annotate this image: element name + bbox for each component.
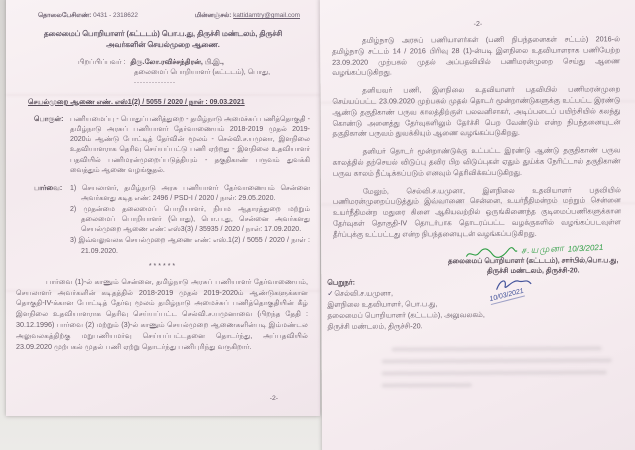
reference-item-1: 1) செயலாளர், தமிழ்நாடு அரசு பணியாளர் தேர்வாணையம் சென்னை அவர்களது கடித எண்: 2496 / PSD-I / 2020 / நாள்: 29.05.2020. [70, 184, 310, 202]
reference-item-3: 3) இவ்வலுவலக செயல்முறை ஆணை எண்: எஸ்.1(2) / 5055 / 2020 / நாள் : 21.09.2020. [70, 237, 310, 255]
paragraph-3: தனியர் தொடர் மூன்றாண்டுக்கு உட்பட்ட இரண்டு ஆண்டு தகுதிகாண் பருவ காலத்தில் தற்செயல் விடுப்பு தவிர பிற விடுப்புகள் ஏதும் துய்க்க நேரிட்டால் தகுதிகாண் பருவ காலம் நீட்டிக்கப்படும் எனவும் தெரிவிக்கப்படுகிறது. [332, 145, 621, 178]
title-line-1: தலைமைப் பொறியாளர் (கட்டடம்) பொ.ப.து, திருச்சி மண்டலம், திருச்சி [43, 29, 283, 38]
recipient-label: பெறுநர்: [327, 277, 356, 287]
signer-role-line-1: தலைமைப் பொறியாளர் (கட்டடம்), சார்பில்,பொ.ப.து, [447, 256, 619, 265]
issuer-role: தலைமைப் பொறியாளர் (கட்டடம்), பொது, [134, 69, 271, 77]
title-line-2: அவர்களின் செயல்முறை ஆணை. [106, 40, 220, 50]
phone-number [38, 12, 138, 20]
subject-text: பணியமைப்பு - பொதுப்பணித்துறை - தமிழ்நாடு அமைச்சுப் பணித்தொகுதி - தமிழ்நாடு அரசுப் பணியாளர் தேர்வாணையம் 2018-2019 முதல் 2019-2020ம் ஆண்டு போட்டித் தேர்வின் மூலம் - செல்வி.ச.யமுனா, இளநிலை உதவியாளராக தெரிவு செய்யப்பட்டு பணி ஏற்றது - இளநிலை உதவியாளர் பதவியில் பணிமரன்முறைப்படுத்தியும் - தகுதிகாண் பருவம் துவக்கி வைத்தும் ஆணை வழங்குதல். [70, 115, 310, 174]
separator-stars: ****** [148, 262, 178, 270]
paragraph-2: தனியவர் பணி, இளநிலை உதவியாளர் பதவியில் பணிமரன்முறை செய்யப்பட்ட 23.09.2020 முற்பகல் முதல் தொடர் மூன்றாண்டுகளுக்கு உட்பட்ட இரண்டு ஆண்டு தகுதிகாண் பருவ காலத்திற்குள் பலவனிசாகர், அடிப்படைப் பயிற்சியில் கலந்து கொண்டு அனைத்து தேர்வுகளிலும் தேர்ச்சி பெற வேண்டும் என்ற நிபந்தனையுடன் தகுதிகாண் பருவம் துவக்கியும் ஆணை வழங்கப்படுகிறது. [332, 84, 621, 139]
document-title [6, 28, 320, 51]
recipient-office: தலைமைப் பொறியாளர் (கட்டடம்), அலுவலகம், [327, 309, 485, 320]
email-address [195, 12, 300, 20]
issuer-label: பிறப்பிப்பவர் : [78, 58, 126, 66]
recipient-name-line [327, 287, 484, 299]
reference-label: பார்வை: [34, 184, 63, 192]
reference-block [34, 184, 310, 258]
signature-area [321, 243, 635, 385]
page-number: -2- [473, 20, 483, 29]
email-label: மின்னஞ்சல்: [194, 12, 232, 19]
footer-page-number: -2- [269, 395, 278, 402]
bleed-through-text [382, 383, 472, 387]
paper-crease [6, 94, 320, 96]
paper-crease [6, 290, 320, 292]
paragraph-4: மேலும், செல்வி.ச.யமுனா, இளநிலை உதவியாளர் பதவியில் பணிமரன்முறைப்படுத்தும் இவ்வாணை சென்னை, உயர்நீதிமன்றம் மற்றும் சென்னை உயர்நீதிமன்ற மதுரை கிளை ஆகியவற்றில் ஒருங்கிணைந்த குடிமைப்பணிகளுக்கான தேர்வுகள் தொகுதி-IV தொடர்பாக தொடரப்பட்ட வழக்குகளில் வழங்கப்படவுள்ள தீர்ப்புக்கு உட்பட்டது என்ற நிபந்தனையுடன் வழங்கப்படுகிறது. [332, 184, 622, 239]
reference-item-2: 2) முதன்மை தலைமைப் பொறியாளர், நியம ஆதாரத்துறை மற்றும் தலைமைப் பொறியாளர் (பொது), பொ.ப.து, சென்னை அவர்களது செயல்முறை ஆணை எண்: எஸ்3(3) / 35935 / 2020 / நாள்: 17.09.2020. [70, 206, 310, 234]
issuer-block [78, 58, 320, 88]
green-signature-name: ச.யமுனா [520, 242, 565, 255]
paragraph-1: தமிழ்நாடு அரசுப் பணியாளர்கள் (பணி நிபந்தனைகள் சட்டம்) 2016-ல் தமிழ்நாடு சட்டம் 14 / 2016 பிரிவு 28 (1)-ன்படி இளநிலை உதவியாளராக பணியேற்ற 23.09.2020 முற்பகல் முதல் அப்பதவியில் பணிமரன்முறை செய்து ஆணை வழங்கப்படுகிறது. [332, 34, 621, 78]
letterhead-contact-row [38, 12, 300, 20]
issuer-name: திரு.லோ.ரவிச்சந்திரன், பி.இ., [130, 58, 224, 66]
subject-block [34, 115, 310, 176]
document-page-1 [6, 0, 320, 416]
phone-value: 0431 - 2318622 [93, 12, 138, 19]
order-number-line: செயல்முறை ஆணை எண். எஸ்1(2) / 5055 / 2020 / நாள் : 09.03.2021 [28, 98, 245, 106]
recipient-block [327, 276, 485, 333]
email-value: kattidamtry@gmail.com [233, 12, 300, 19]
recipient-address: திருச்சி மண்டலம், திருச்சி-20. [327, 321, 423, 331]
recipient-role: இளநிலை உதவியாளர், பொ.ப.து, [327, 299, 438, 309]
document-page-2 [320, 0, 635, 450]
signer-designation [433, 256, 633, 278]
phone-label: தொலைபேசிஎண்: [38, 12, 92, 19]
green-signature-date: 10/3/2021 [567, 241, 604, 253]
issuer-divider: -------------- [134, 79, 176, 86]
blue-signature-date: 10/03/2021 [488, 287, 525, 303]
reference-list [70, 184, 310, 258]
subject-label: பொருள்: [34, 115, 64, 123]
checkmark-icon: ✓ [327, 288, 334, 298]
body-paragraph: பார்வை (1)-ல் காணும் சென்னை, தமிழ்நாடு அரசுப் பணியாளர் தேர்வாணையம், செயலாளர் அவர்களின் கடிதத்தில் 2018-2019 முதல் 2019-2020ம் ஆண்டுகளுக்கான தொகுதி-IV-க்கான போட்டித் தேர்வு மூலம் தமிழ்நாடு அமைச்சுப் பணித்தொகுதியின் கீழ் இளநிலை உதவியாளராக தெரிவு செய்யப்பட்ட செல்வி.ச.யமுனாவை (பிறந்த தேதி : 30.12.1996) பார்வை (2) மற்றும் (3)-ல் காணும் செயல்முறை ஆணைகளின்படி இம்மண்டல அலுவலகத்திற்கு மறுபணியமர்வு செய்யப்பட்டதனை தொடர்ந்து, அப்பதவியில் 23.09.2020 முற்பகல் முதல் பணி ஏற்று தொடர்ந்து பணிபுரிந்து வருகிறார். [16, 276, 308, 351]
signer-role-line-2: திருச்சி மண்டலம், திருச்சி-20. [486, 267, 580, 276]
recipient-name: செல்வி.ச.யமுனா, [334, 288, 393, 298]
